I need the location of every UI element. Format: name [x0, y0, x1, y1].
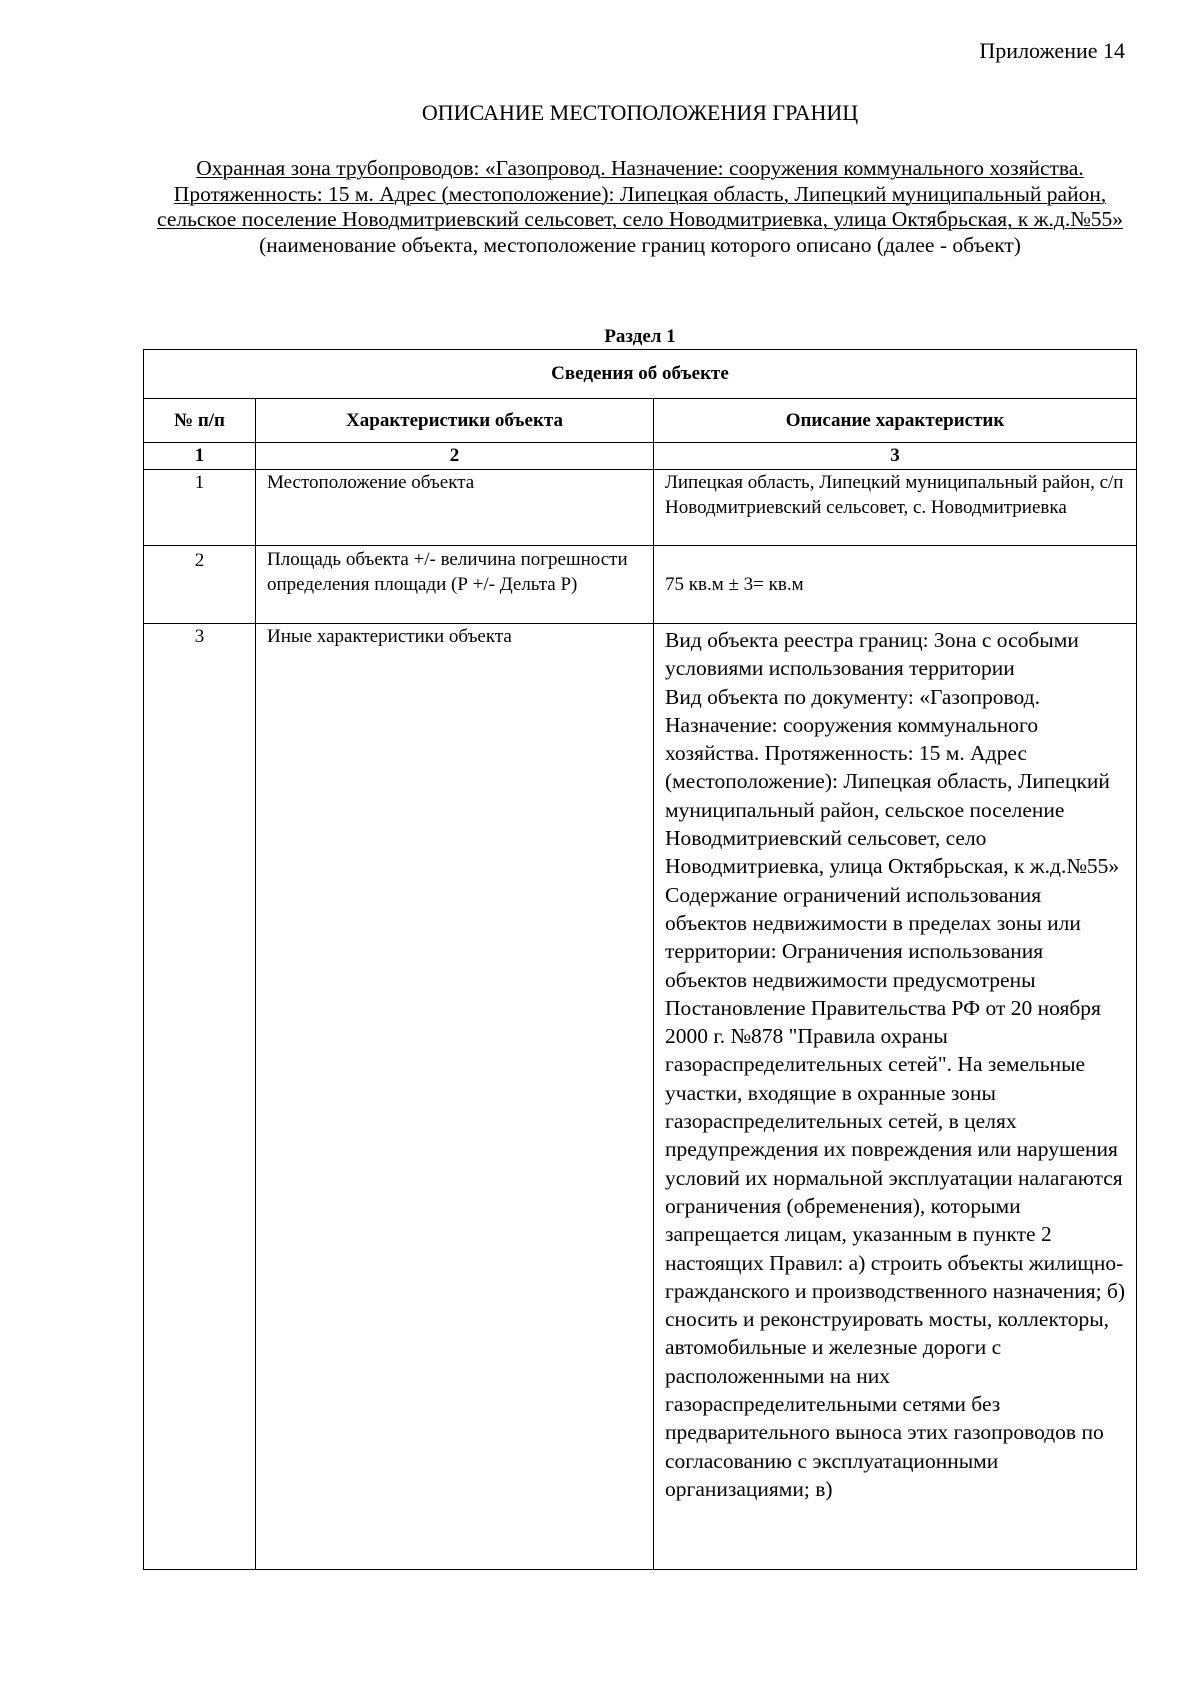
object-name-block	[145, 156, 1135, 258]
section-title: Раздел 1	[604, 326, 676, 347]
row-description: 75 кв.м ± 3= кв.м	[654, 546, 1137, 624]
row-number: 2	[144, 546, 256, 624]
table-caption: Сведения об объекте	[144, 350, 1137, 399]
row-number: 1	[144, 470, 256, 546]
column-number: 1	[144, 443, 256, 470]
table-caption-row	[144, 350, 1137, 399]
object-name-note: (наименование объекта, местоположение границ которого описано (далее - объект)	[259, 232, 1021, 257]
row-characteristic: Иные характеристики объекта	[256, 624, 654, 1570]
description-paragraph: Вид объекта реестра границ: Зона с особыми условиями использования территории	[665, 628, 1079, 681]
column-number: 3	[654, 443, 1137, 470]
header-characteristic: Характеристики объекта	[256, 399, 654, 443]
column-number: 2	[256, 443, 654, 470]
header-description: Описание характеристик	[654, 399, 1137, 443]
row-characteristic: Местоположение объекта	[256, 470, 654, 546]
table-row	[144, 470, 1137, 546]
description-paragraph: Вид объекта по документу: «Газопровод. Назначение: сооружения коммунального хозяйства. Протяженность: 15 м. Адрес (местоположение): Липецкая область, Липецкий муниципальный район, сельское поселение Новодмитриевский сельсовет, село Новодмитриевка, улица Октябрьская, к ж.д.№55»	[665, 684, 1120, 879]
row-description	[654, 624, 1137, 1570]
object-info-table	[143, 349, 1137, 1570]
appendix-label: Приложение 14	[979, 38, 1125, 63]
object-name: Охранная зона трубопроводов: «Газопровод. Назначение: сооружения коммунального хозяйства. Протяженность: 15 м. Адрес (местоположение): Липецкая область, Липецкий муниципальный район, сельское поселение Новодмитриевский сельсовет, село Новодмитриевка, улица Октябрьская, к ж.д.№55»	[157, 156, 1123, 231]
table-row	[144, 624, 1137, 1570]
row-description: Липецкая область, Липецкий муниципальный район, с/п Новодмитриевский сельсовет, с. Новодмитриевка	[654, 470, 1137, 546]
row-number: 3	[144, 624, 256, 1570]
table-row	[144, 546, 1137, 624]
row-characteristic: Площадь объекта +/- величина погрешности определения площади (Р +/- Дельта Р)	[256, 546, 654, 624]
table-header-row	[144, 399, 1137, 443]
description-paragraph: Содержание ограничений использования объектов недвижимости в пределах зоны или территории: Ограничения использования объектов недвижимости предусмотрены Постановление Правительства РФ от 20 ноября 2000 г. №878 "Правила охраны газораспределительных сетей". На земельные участки, входящие в охранные зоны газораспределительных сетей, в целях предупреждения их повреждения или нарушения условий их нормальной эксплуатации налагаются ограничения (обременения), которыми запрещается лицам, указанным в пункте 2 настоящих Правил: а) строить объекты жилищно-гражданского и производственного назначения; б) сносить и реконструировать мосты, коллекторы, автомобильные и железные дороги с расположенными на них газораспределительными сетями без предварительного выноса этих газопроводов по согласованию с эксплуатационными организациями; в)	[665, 882, 1126, 1501]
column-number-row	[144, 443, 1137, 470]
document-title: ОПИСАНИЕ МЕСТОПОЛОЖЕНИЯ ГРАНИЦ	[421, 100, 859, 125]
header-number: № п/п	[144, 399, 256, 443]
